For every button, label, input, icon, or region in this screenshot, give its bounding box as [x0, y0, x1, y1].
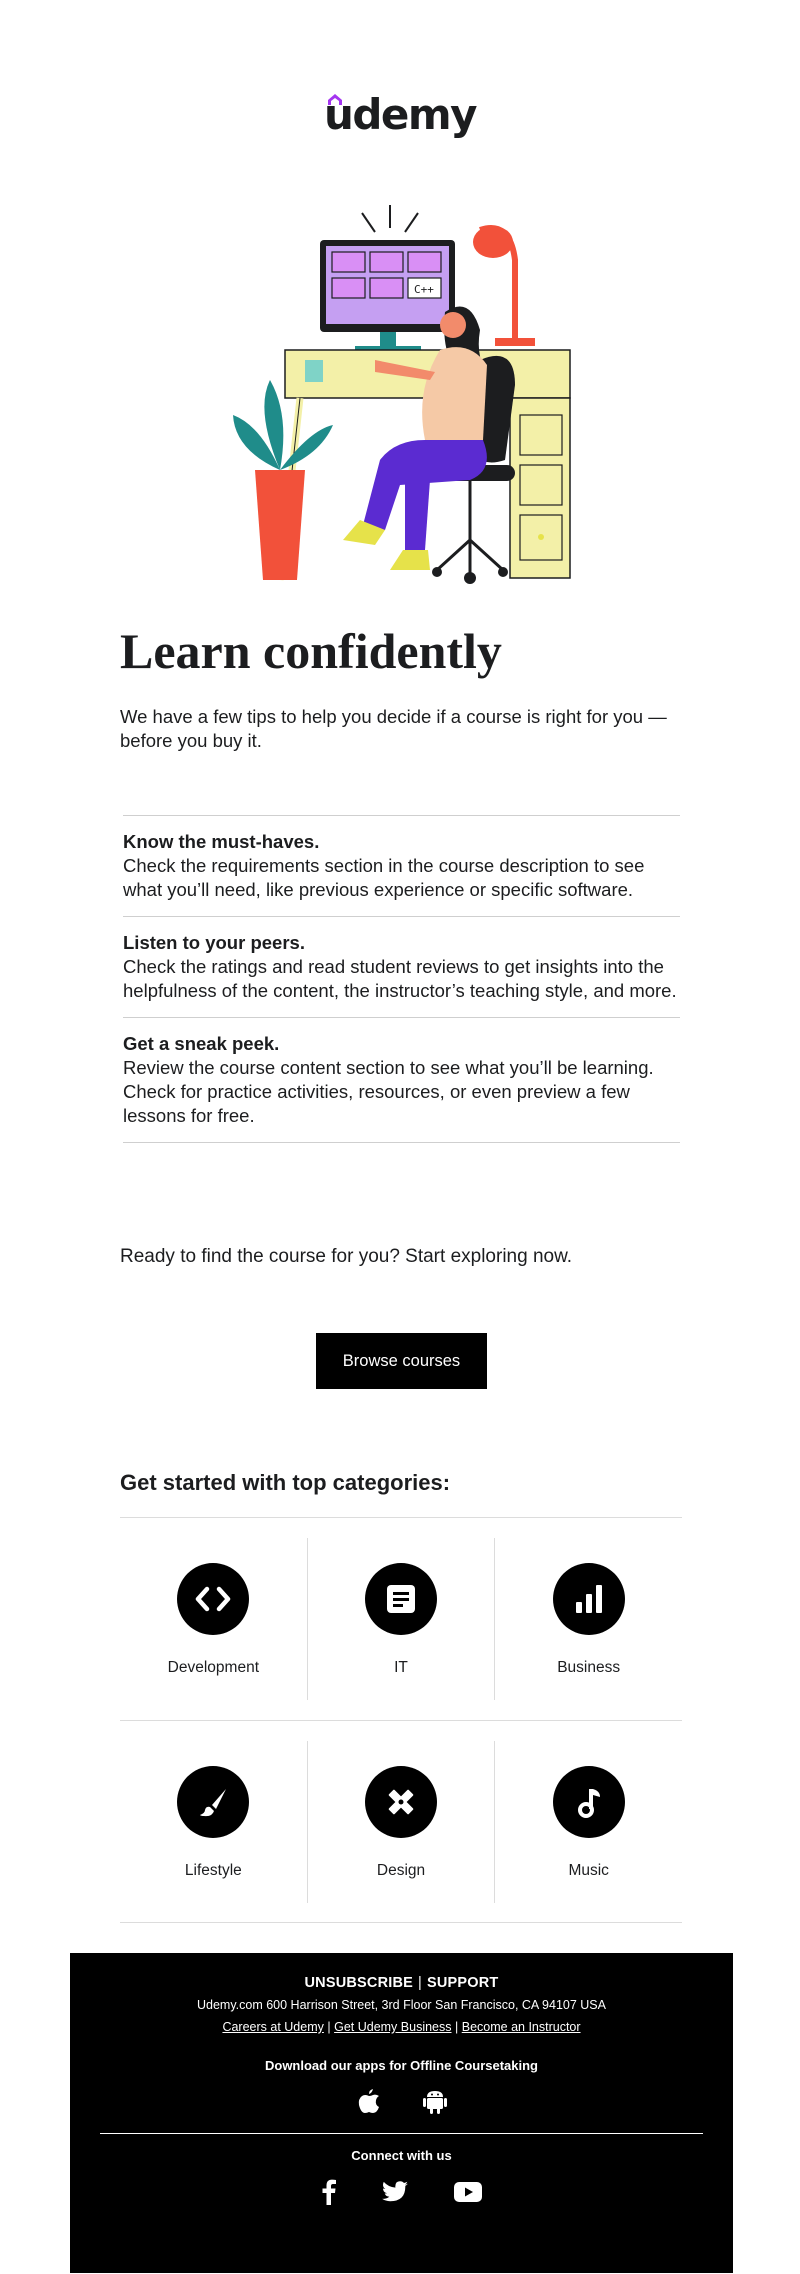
tip-item	[123, 917, 680, 1018]
hero-illustration	[225, 200, 585, 585]
category-music[interactable]	[494, 1741, 682, 1903]
page-headline: Learn confidently	[120, 623, 502, 679]
become-instructor-link[interactable]: Become an Instructor	[461, 2020, 581, 2034]
logo-wordmark: udemy	[323, 90, 477, 139]
category-label: Design	[376, 1862, 426, 1879]
category-label: Development	[167, 1659, 259, 1676]
footer-separator: |	[455, 2020, 459, 2034]
paintbrush-icon	[177, 1766, 249, 1838]
category-lifestyle[interactable]	[120, 1741, 307, 1903]
category-label: IT	[394, 1659, 408, 1676]
footer-separator: |	[327, 2020, 331, 2034]
social-icons	[70, 2179, 733, 2205]
tip-title: Listen to your peers.	[123, 932, 305, 953]
tip-body: Check the requirements section in the course description to see what you’ll need, like previous experience or specific software.	[123, 855, 645, 900]
udemy-business-link[interactable]: Get Udemy Business	[334, 2020, 452, 2034]
apple-icon[interactable]	[357, 2087, 381, 2115]
category-business[interactable]	[494, 1538, 682, 1700]
category-label: Business	[557, 1659, 621, 1676]
support-link[interactable]: SUPPORT	[427, 1975, 499, 1991]
categories-row	[120, 1720, 682, 1923]
category-label: Lifestyle	[184, 1862, 242, 1879]
category-development[interactable]	[120, 1538, 307, 1700]
category-it[interactable]	[307, 1538, 495, 1700]
footer-address: Udemy.com 600 Harrison Street, 3rd Floor San Francisco, CA 94107 USA	[197, 1998, 606, 2012]
apps-heading: Download our apps for Offline Coursetaking	[264, 2058, 538, 2073]
tip-title: Know the must-haves.	[123, 831, 320, 852]
footer-top-links	[70, 1975, 733, 1991]
ready-text: Ready to find the course for you? Start exploring now.	[120, 1246, 573, 1267]
android-icon[interactable]	[423, 2087, 447, 2115]
footer-secondary-links	[70, 2020, 733, 2034]
tip-item	[123, 816, 680, 917]
categories-divider	[120, 1922, 682, 1923]
tips-list	[123, 815, 680, 1143]
footer	[70, 1953, 733, 2273]
browse-courses-button[interactable]: Browse courses	[316, 1333, 487, 1389]
tip-body: Review the course content section to see what you’ll be learning. Check for practice activities, resources, or even preview a few lessons for free.	[123, 1057, 654, 1126]
twitter-icon[interactable]	[382, 2181, 408, 2203]
app-icons	[70, 2087, 733, 2115]
category-label: Music	[568, 1862, 609, 1879]
facebook-icon[interactable]	[322, 2179, 336, 2205]
bar-chart-icon	[553, 1563, 625, 1635]
footer-separator: |	[418, 1975, 422, 1991]
footer-divider	[100, 2133, 703, 2134]
music-note-icon	[553, 1766, 625, 1838]
svg-text:C++: C++	[414, 283, 434, 296]
categories-row	[120, 1517, 682, 1720]
tip-title: Get a sneak peek.	[123, 1033, 280, 1054]
categories-title: Get started with top categories:	[120, 1470, 451, 1495]
logo-cap-icon	[327, 92, 343, 106]
category-design[interactable]	[307, 1741, 495, 1903]
tip-item	[123, 1018, 680, 1143]
connect-heading: Connect with us	[351, 2148, 452, 2163]
unsubscribe-link[interactable]: UNSUBSCRIBE	[304, 1975, 414, 1991]
tip-body: Check the ratings and read student reviews to get insights into the helpfulness of the content, the instructor’s teaching style, and more.	[123, 956, 677, 1001]
youtube-icon[interactable]	[454, 2182, 482, 2202]
careers-link[interactable]: Careers at Udemy	[222, 2020, 324, 2034]
pencil-ruler-icon	[365, 1766, 437, 1838]
code-icon	[177, 1563, 249, 1635]
document-icon	[365, 1563, 437, 1635]
intro-text: We have a few tips to help you decide if a course is right for you — before you buy it.	[120, 706, 667, 751]
udemy-logo[interactable]	[0, 90, 800, 139]
